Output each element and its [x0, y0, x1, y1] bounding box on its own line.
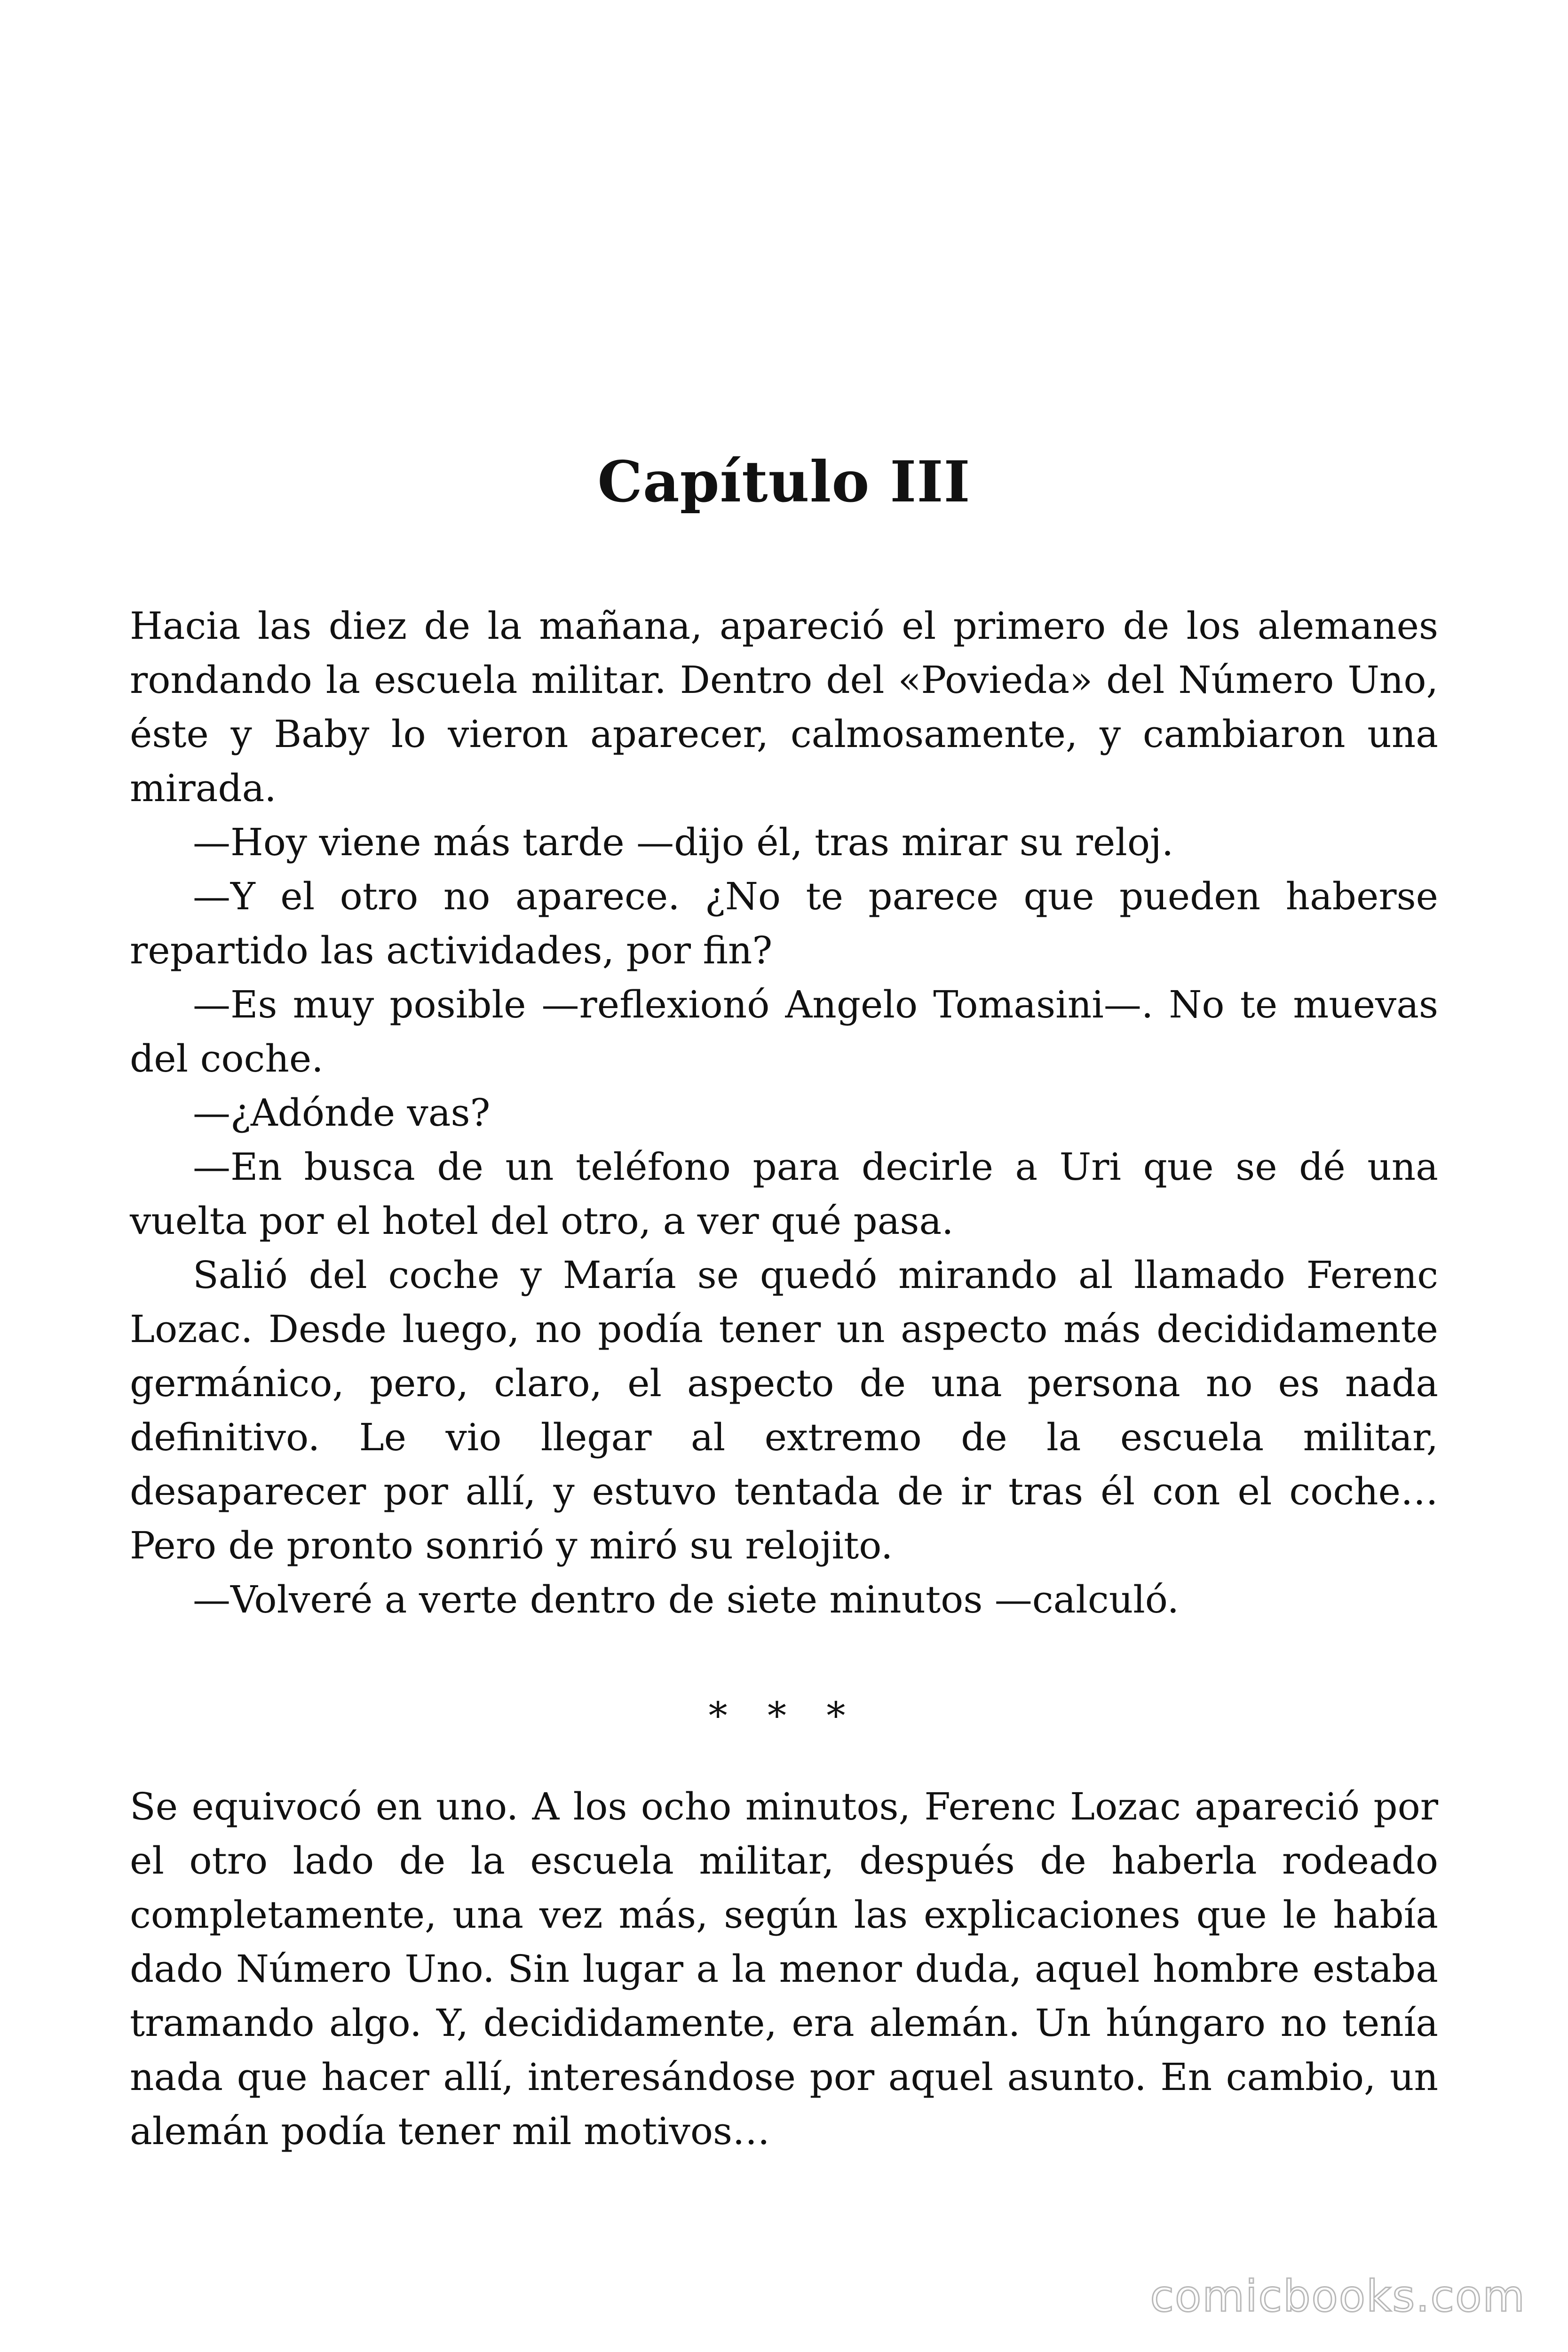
section-1 — [130, 599, 1438, 1627]
paragraph: —Volveré a verte dentro de siete minutos —calculó. — [193, 1578, 1179, 1621]
section-separator: * * * — [708, 1694, 860, 1738]
chapter-title: Capítulo III — [597, 449, 971, 515]
paragraph: Se equivocó en uno. A los ocho minutos, Ferenc Lozac apareció por el otro lado de la escuela militar, después de haberla rodeado completamente, una vez más, según las explicaciones que le había dado Número Uno. Sin lugar a la menor duda, aquel hombre estaba tramando algo. Y, decididamente, era alemán. Un húngaro no tenía nada que hacer allí, interesándose por aquel asunto. En cambio, un alemán podía tener mil motivos… — [130, 1785, 1438, 2153]
paragraph: Hacia las diez de la mañana, apareció el primero de los alemanes rondando la escuela militar. Dentro del «Povieda» del Número Uno, éste y Baby lo vieron aparecer, calmosamente, y cambiaron una mirada. — [130, 604, 1438, 810]
paragraph: —¿Adónde vas? — [193, 1091, 491, 1135]
section-2 — [130, 1780, 1438, 2158]
paragraph: Salió del coche y María se quedó mirando al llamado Ferenc Lozac. Desde luego, no podía tener un aspecto más decididamente germánico, pero, claro, el aspecto de una persona no es nada definitivo. Le vio llegar al extremo de la escuela militar, desaparecer por allí, y estuvo tentada de ir tras él con el coche… Pero de pronto sonrió y miró su relojito. — [130, 1253, 1438, 1567]
watermark: comicbooks.com — [1150, 2271, 1526, 2321]
paragraph: —En busca de un teléfono para decirle a Uri que se dé una vuelta por el hotel del otro, a ver qué pasa. — [130, 1145, 1438, 1243]
paragraph: —Y el otro no aparece. ¿No te parece que pueden haberse repartido las actividades, por fin? — [130, 874, 1438, 972]
paragraph: —Hoy viene más tarde —dijo él, tras mirar su reloj. — [193, 820, 1174, 864]
paragraph: —Es muy posible —reflexionó Angelo Tomasini—. No te muevas del coche. — [130, 983, 1438, 1081]
